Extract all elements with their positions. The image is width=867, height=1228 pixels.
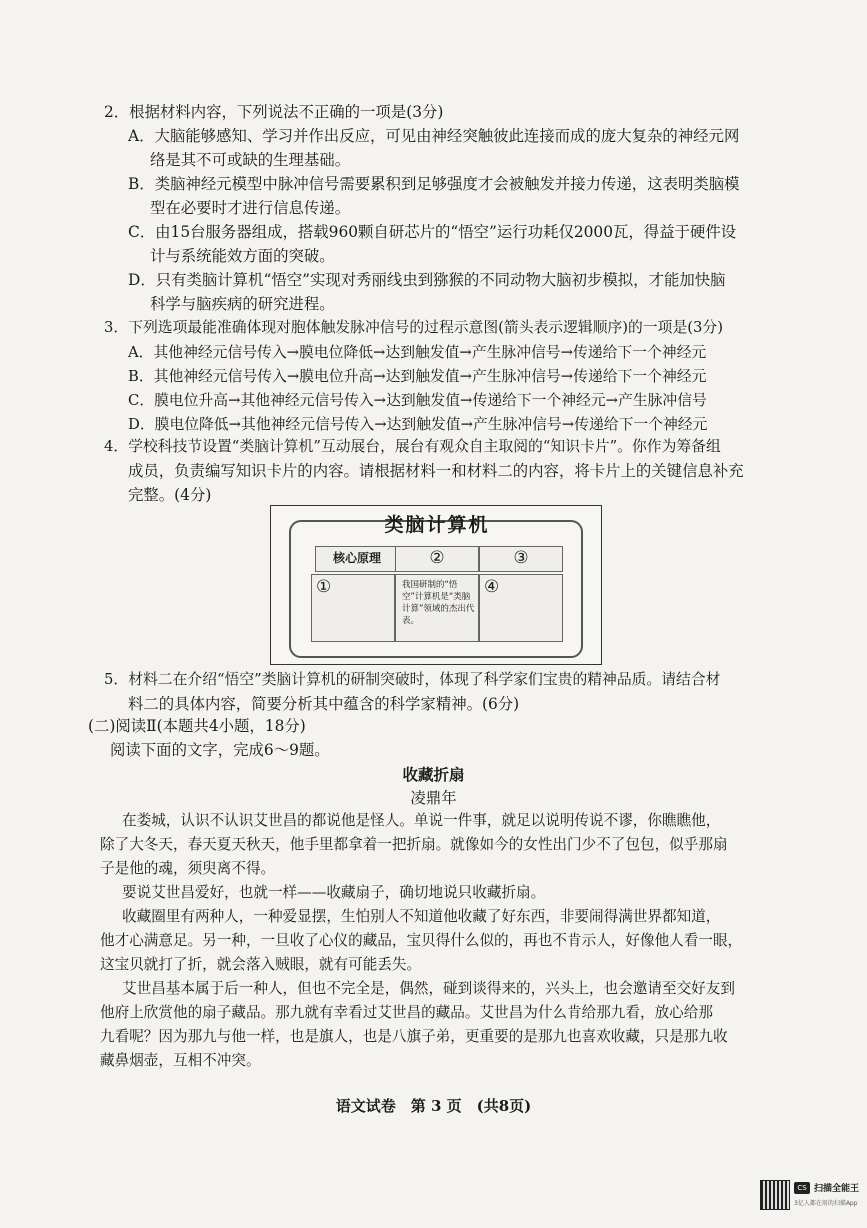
q2-option-d-line2: 科学与脑疾病的研究进程。 — [150, 295, 335, 313]
q3-option-c: C．膜电位升高→其他神经元信号传入→达到触发值→传递给下一个神经元→产生脉冲信号 — [128, 392, 707, 409]
q2-option-d-line1: D．只有类脑计算机“悟空”实现对秀丽线虫到猕猴的不同动物大脑初步模拟，才能加快脑 — [128, 271, 726, 289]
q2-option-a-line2: 络是其不可或缺的生理基础。 — [150, 151, 351, 169]
story-p4-line3: 九看呢？因为那九与他一样，也是旗人，也是八旗子弟，更重要的是那九也喜欢收藏，只是那九收 — [100, 1028, 728, 1045]
card-col1-blank: ① — [316, 577, 332, 597]
story-p4-line4: 藏鼻烟壶，互相不冲突。 — [100, 1052, 261, 1069]
card-col2-body — [395, 574, 479, 642]
story-author: 凌鼎年 — [410, 789, 457, 807]
card-col2-text: 我国研制的“悟空”计算机是“类脑计算”领域的杰出代表。 — [402, 580, 475, 626]
story-p3-line3: 这宝贝就打了折，就会落入贼眼，就有可能丢失。 — [100, 956, 422, 973]
card-col3-head: ③ — [479, 546, 563, 572]
q2-option-b-line2: 型在必要时才进行信息传递。 — [150, 199, 351, 217]
scanner-app-name: 扫描全能王 — [814, 1184, 860, 1194]
qr-code-icon — [760, 1180, 790, 1210]
story-p4-line1: 艾世昌基本属于后一种人，但也不完全是，偶然，碰到谈得来的，兴头上，也会邀请至交好友到 — [122, 980, 735, 997]
card-col1-body — [311, 574, 395, 642]
story-p4-line2: 他府上欣赏他的扇子藏品。那九就有幸看过艾世昌的藏品。艾世昌为什么肯给那九看，放心给那 — [100, 1004, 713, 1021]
q2-stem: 2．根据材料内容，下列说法不正确的一项是(3分) — [104, 103, 444, 121]
q2-option-c-line2: 计与系统能效方面的突破。 — [150, 247, 335, 265]
q2-option-c-line1: C．由15台服务器组成，搭载960颗自研芯片的“悟空”运行功耗仅2000瓦，得益于硬件设 — [128, 223, 737, 241]
q2-option-b-line1: B．类脑神经元模型中脉冲信号需要累积到足够强度才会被触发并接力传递，这表明类脑模 — [128, 175, 740, 193]
knowledge-card — [270, 505, 602, 665]
story-p1-line1: 在娄城，认识不认识艾世昌的都说他是怪人。单说一件事，就足以说明传说不谬，你瞧瞧他， — [122, 812, 721, 829]
story-p3-line1: 收藏圈里有两种人，一种爱显摆，生怕别人不知道他收藏了好东西，非要闹得满世界都知道， — [122, 908, 721, 925]
scanner-tagline: 3亿人都在用的扫描App — [794, 1200, 858, 1207]
q5-line1: 5．材料二在介绍“悟空”类脑计算机的研制突破时，体现了科学家们宝贵的精神品质。请结合材 — [104, 671, 721, 688]
story-p1-line2: 除了大冬天，春天夏天秋天，他手里都拿着一把折扇。就像如今的女性出门少不了包包，似乎那扇 — [100, 836, 728, 853]
q2-option-a-line1: A．大脑能够感知、学习并作出反应，可见由神经突触彼此连接而成的庞大复杂的神经元网 — [128, 127, 740, 145]
story-p3-line2: 他才心满意足。另一种，一旦收了心仪的藏品，宝贝得什么似的，再也不肯示人，好像他人看一眼， — [100, 932, 743, 949]
q4-line1: 4．学校科技节设置“类脑计算机”互动展台，展台有观众自主取阅的“知识卡片”。你作为筹备组 — [104, 438, 721, 455]
card-col2-head: ② — [395, 546, 479, 572]
card-col3-blank: ④ — [484, 577, 500, 597]
card-col3-body — [479, 574, 563, 642]
story-title: 收藏折扇 — [402, 765, 465, 784]
section2-heading: (二)阅读Ⅱ(本题共4小题，18分) — [88, 717, 306, 735]
cs-logo-icon: CS — [794, 1182, 810, 1194]
story-p2-line1: 要说艾世昌爱好，也就一样——收藏扇子，确切地说只收藏折扇。 — [122, 884, 546, 901]
q5-line2: 料二的具体内容，简要分析其中蕴含的科学家精神。(6分) — [128, 695, 520, 713]
q4-line3: 完整。(4分) — [128, 486, 212, 504]
q4-line2: 成员，负责编写知识卡片的内容。请根据材料一和材料二的内容，将卡片上的关键信息补充 — [128, 462, 744, 480]
story-p1-line3: 子是他的魂，须臾离不得。 — [100, 860, 276, 877]
card-col1-head: 核心原理 — [315, 546, 399, 572]
q3-option-a: A．其他神经元信号传入→膜电位降低→达到触发值→产生脉冲信号→传递给下一个神经元 — [128, 344, 707, 361]
card-title: 类脑计算机 — [384, 514, 490, 536]
q3-option-d: D．膜电位降低→其他神经元信号传入→达到触发值→产生脉冲信号→传递给下一个神经元 — [128, 416, 708, 433]
section2-instruction: 阅读下面的文字，完成6～9题。 — [110, 741, 330, 759]
scanner-watermark — [760, 1180, 860, 1216]
q3-option-b: B．其他神经元信号传入→膜电位升高→达到触发值→产生脉冲信号→传递给下一个神经元 — [128, 368, 707, 385]
q3-stem: 3．下列选项最能准确体现对胞体触发脉冲信号的过程示意图(箭头表示逻辑顺序)的一项是(3分) — [104, 319, 724, 336]
page-footer: 语文试卷 第 3 页 (共8页) — [335, 1097, 532, 1115]
